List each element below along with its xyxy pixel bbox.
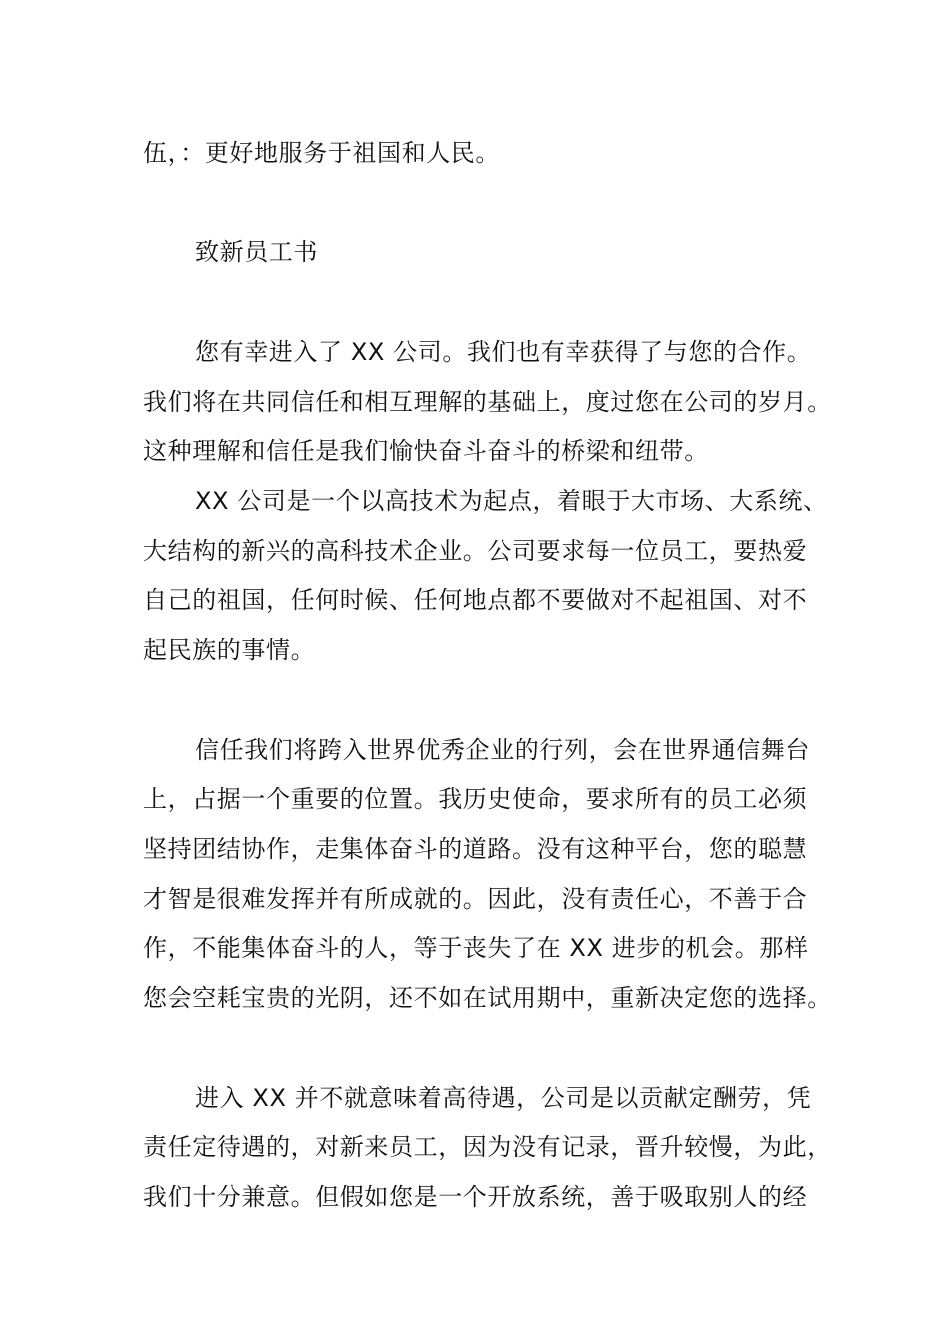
- text-line: 起民族的事情。: [143, 636, 316, 664]
- text-line: 大结构的新兴的高科技术企业。公司要求每一位员工，要热爱: [143, 537, 808, 565]
- text-line: 责任定待遇的，对新来员工，因为没有记录，晋升较慢，为此，: [143, 1133, 832, 1161]
- text-line: 我们十分兼意。但假如您是一个开放系统，善于吸取别人的经: [143, 1183, 808, 1211]
- section-title: 致新员工书: [195, 238, 318, 266]
- text-line: 我们将在共同信任和相互理解的基础上，度过您在公司的岁月。: [143, 388, 832, 416]
- text-line: XX 公司是一个以高技术为起点，着眼于大市场、大系统、: [195, 487, 828, 515]
- text-line: 您有幸进入了 XX 公司。我们也有幸获得了与您的合作。: [195, 338, 812, 366]
- text-line: 伍，：更好地服务于祖国和人民。: [143, 139, 500, 167]
- text-line: 您会空耗宝贵的光阴，还不如在试用期中，重新决定您的选择。: [143, 984, 832, 1012]
- text-line: 坚持团结协作，走集体奋斗的道路。没有这种平台，您的聪慧: [143, 835, 808, 863]
- text-line: 这种理解和信任是我们愉快奋斗奋斗的桥梁和纽带。: [143, 437, 709, 465]
- text-line: 作，不能集体奋斗的人，等于丧失了在 XX 进步的机会。那样: [143, 934, 809, 962]
- text-line: 上，占据一个重要的位置。我历史使命，要求所有的员工必须: [143, 785, 808, 813]
- text-line: 才智是很难发挥并有所成就的。因此，没有责任心，不善于合: [143, 885, 808, 913]
- text-line: 信任我们将跨入世界优秀企业的行列，会在世界通信舞台: [195, 736, 810, 764]
- text-line: 自己的祖国，任何时候、任何地点都不要做对不起祖国、对不: [143, 586, 808, 614]
- text-line: 进入 XX 并不就意味着高待遇，公司是以贡献定酬劳，凭: [195, 1084, 812, 1112]
